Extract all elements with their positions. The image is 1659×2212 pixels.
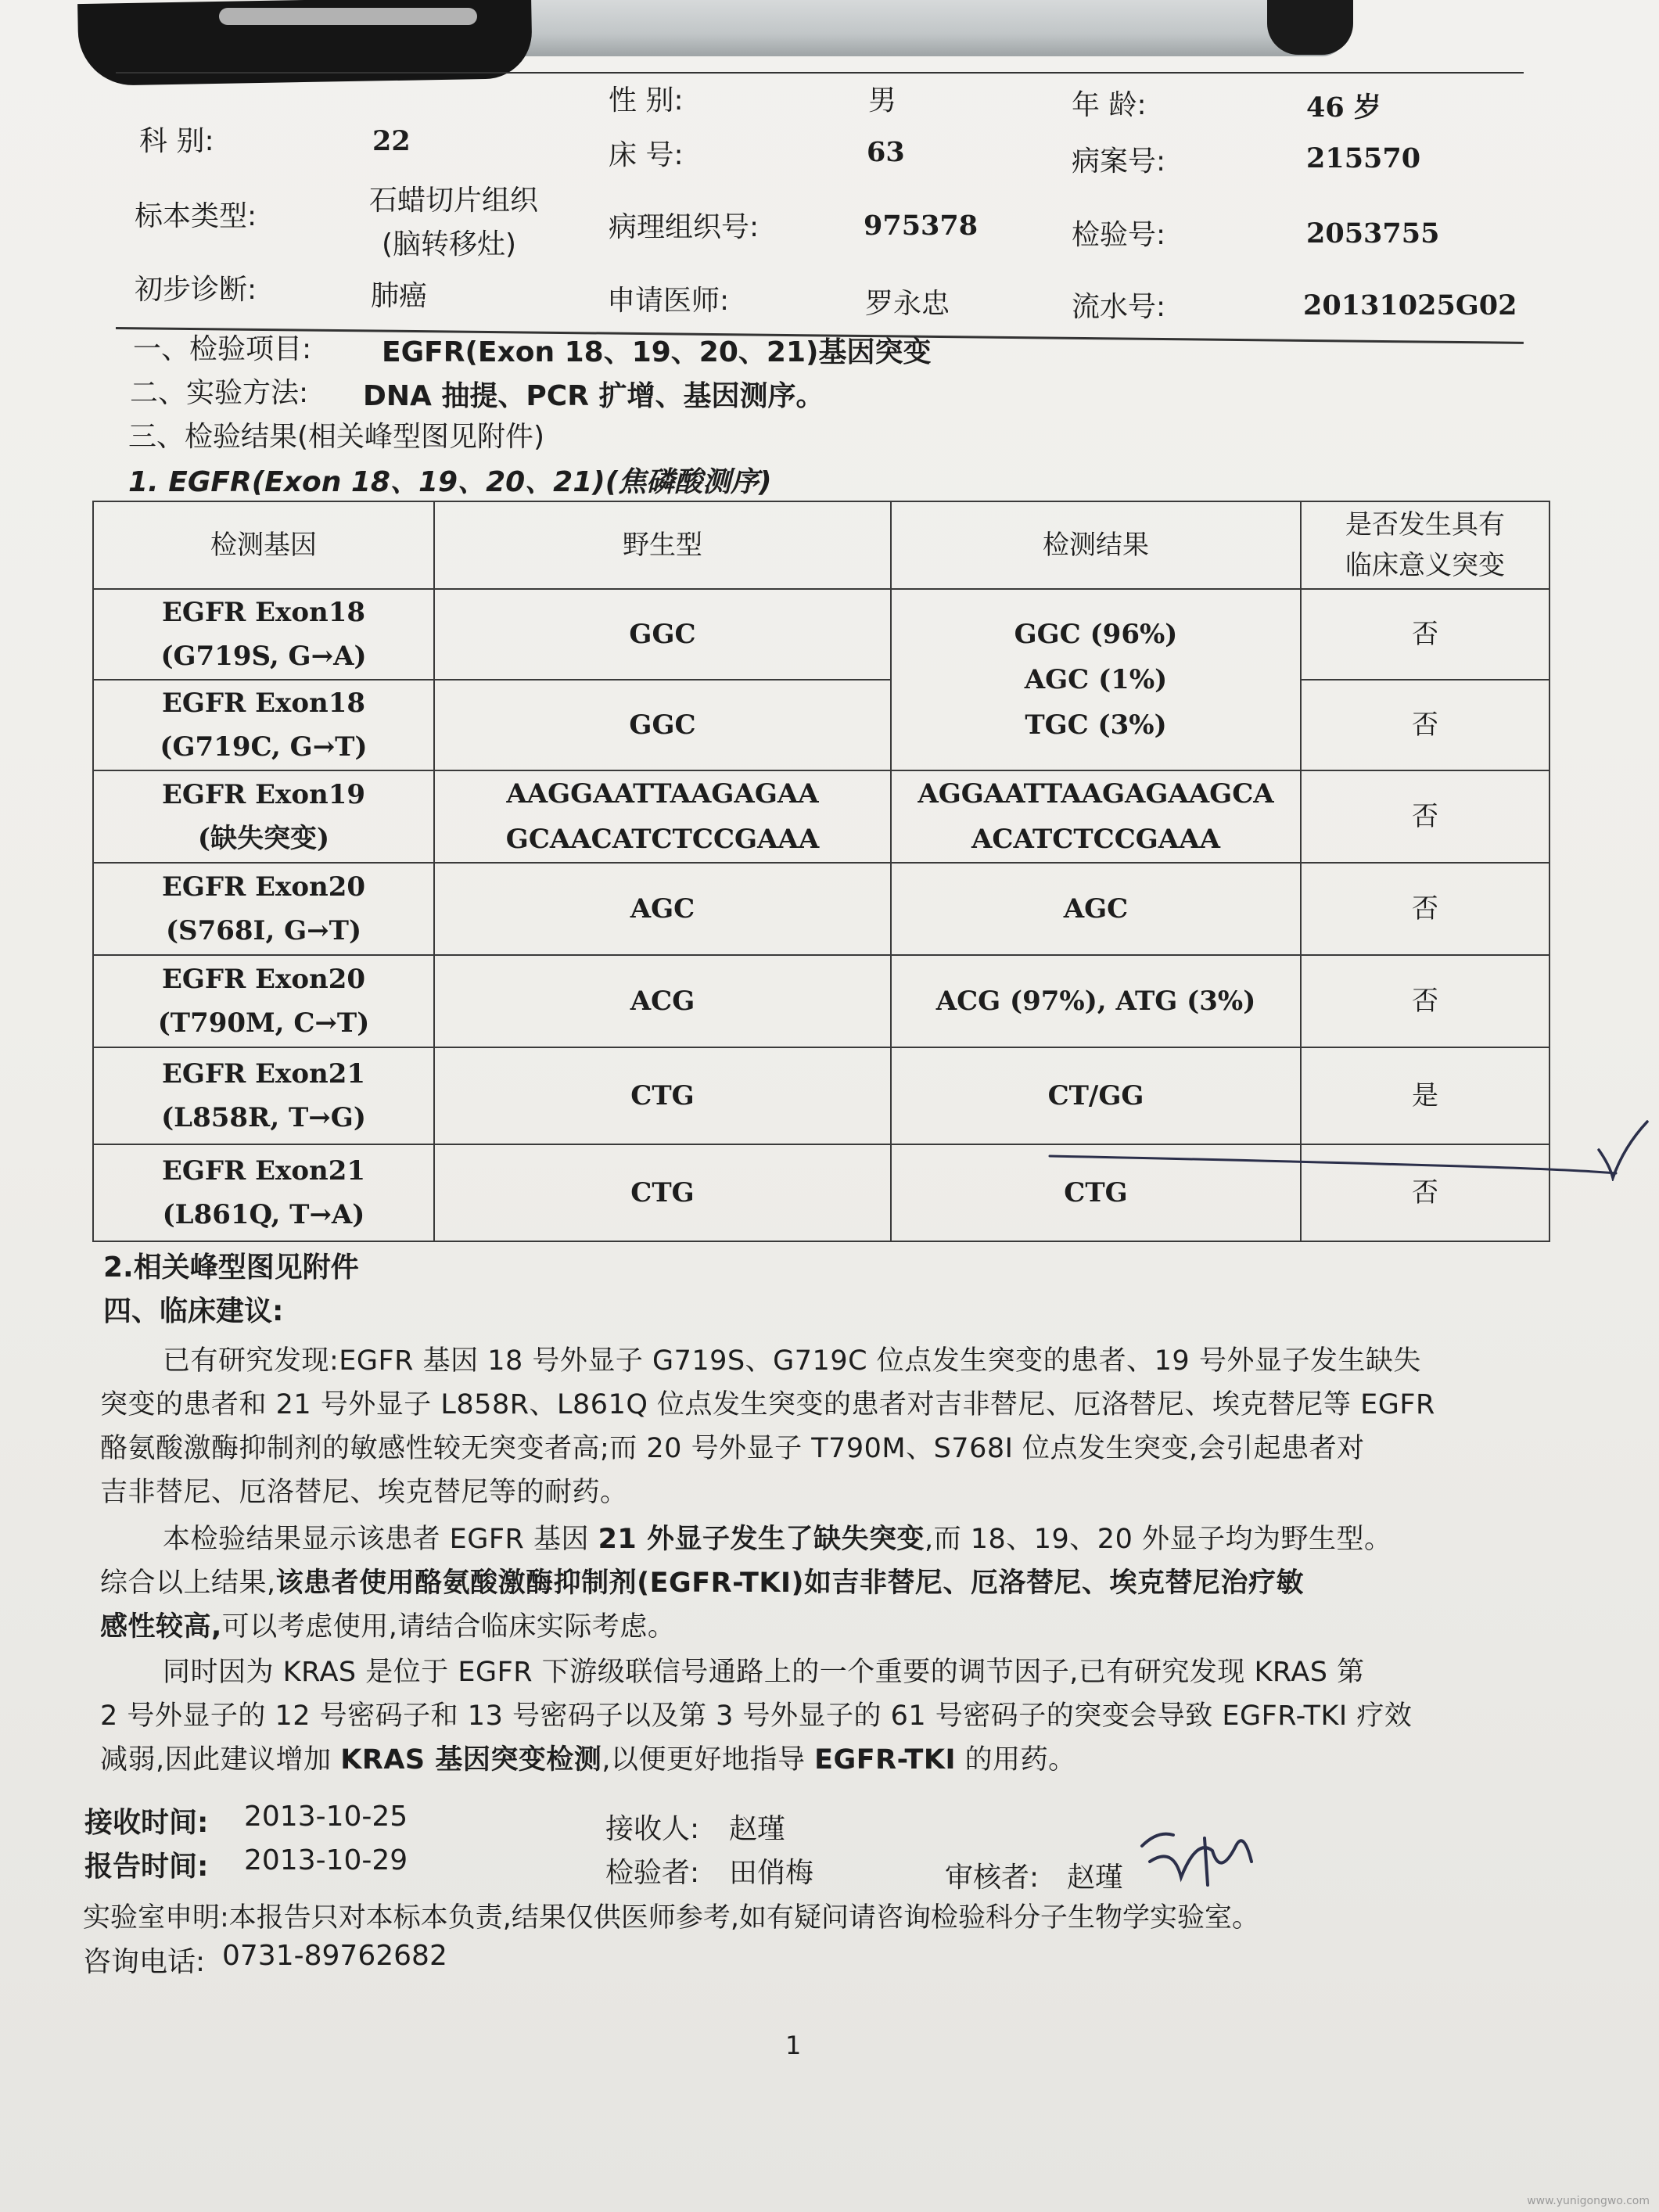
col-header-clinical-line1: 是否发生具有 [1345, 509, 1505, 540]
phone-label: 咨询电话: [83, 1946, 206, 1978]
mutation-results-table [92, 501, 1550, 1242]
handwritten-signature [1126, 1815, 1267, 1901]
sex-label: 性 别: [609, 84, 684, 117]
table-row [93, 770, 1549, 863]
pen-clip [219, 8, 477, 25]
paragraph-line: 本检验结果显示该患者 EGFR 基因 21 外显子发生了缺失突变,而 18、19、20 外显子均为野生型。 [163, 1524, 1392, 1555]
bed-value: 63 [867, 136, 905, 168]
diagnosis-label: 初步诊断: [135, 274, 257, 306]
test-id-value: 2053755 [1306, 217, 1440, 250]
gene-cell: EGFR Exon18 (G719C, G→T) [93, 680, 434, 770]
pen-tube [469, 0, 1345, 56]
section-1-value: EGFR(Exon 18、19、20、21)基因突变 [382, 336, 932, 368]
bed-label: 床 号: [609, 139, 684, 171]
gene-cell: EGFR Exon20 (T790M, C→T) [93, 955, 434, 1047]
pathology-id-label: 病理组织号: [609, 211, 759, 243]
wild-type-cell: ACG [434, 955, 891, 1047]
table-row [93, 863, 1549, 955]
paragraph-line: 2 号外显子的 12 号密码子和 13 号密码子以及第 3 号外显子的 61 号密码子的突变会导致 EGFR-TKI 疗效 [100, 1700, 1413, 1732]
reviewer-value: 赵瑾 [1067, 1862, 1124, 1894]
age-label: 年 龄: [1072, 89, 1147, 121]
table-row [93, 955, 1549, 1047]
gene-cell: EGFR Exon19 (缺失突变) [93, 770, 434, 863]
clinical-flag-cell: 是 [1301, 1047, 1549, 1144]
sub-heading-2: 2.相关峰型图见附件 [103, 1251, 359, 1284]
dept-value: 22 [372, 125, 411, 157]
section-3-title: 三、检验结果(相关峰型图见附件) [128, 421, 545, 453]
report-time-label: 报告时间: [84, 1851, 209, 1883]
result-cell: CTG [891, 1144, 1301, 1241]
clinical-flag-cell: 否 [1301, 770, 1549, 863]
clinical-advice-paragraph-2 [100, 1517, 1508, 1649]
section-2-label: 二、实验方法: [130, 377, 309, 409]
top-rule [116, 72, 1524, 74]
paragraph-line: 同时因为 KRAS 是位于 EGFR 下游级联信号通路上的一个重要的调节因子,已有研究发现 KRAS 第 [163, 1657, 1365, 1688]
merged-result-cell: GGC (96%) AGC (1%) TGC (3%) [891, 589, 1301, 770]
gene-cell: EGFR Exon18 (G719S, G→A) [93, 589, 434, 680]
table-header-row [93, 501, 1549, 589]
table-row [93, 1047, 1549, 1144]
col-header-clinical-line2: 临床意义突变 [1345, 550, 1505, 581]
case-label: 病案号: [1072, 145, 1166, 178]
pen-cap [1267, 0, 1353, 55]
clinical-flag-cell: 否 [1301, 955, 1549, 1047]
result-cell: CT/GG [891, 1047, 1301, 1144]
receiver-value: 赵瑾 [729, 1813, 786, 1845]
wild-type-cell: CTG [434, 1047, 891, 1144]
wild-type-cell: GGC [434, 680, 891, 770]
reviewer-label: 审核者: [945, 1862, 1040, 1894]
age-value: 46 岁 [1306, 92, 1381, 124]
table-row [93, 589, 1549, 680]
wild-type-cell: AGC [434, 863, 891, 955]
specimen-type-value-1: 石蜡切片组织 [369, 185, 539, 217]
section-4-title: 四、临床建议: [103, 1295, 284, 1327]
paragraph-line: 吉非替尼、厄洛替尼、埃克替尼等的耐药。 [100, 1477, 628, 1508]
section-2-value: DNA 抽提、PCR 扩增、基因测序。 [363, 380, 824, 412]
specimen-type-label: 标本类型: [135, 200, 257, 232]
clinical-flag-cell: 否 [1301, 863, 1549, 955]
dept-label: 科 别: [139, 125, 214, 157]
phone-value: 0731-89762682 [222, 1940, 447, 1972]
clinical-flag-cell: 否 [1301, 1144, 1549, 1241]
page-number: 1 [785, 2031, 802, 2060]
sex-value: 男 [868, 84, 897, 117]
receiver-label: 接收人: [605, 1813, 700, 1845]
col-header-clinical [1301, 501, 1549, 589]
col-header-gene: 检测基因 [93, 501, 434, 589]
case-value: 215570 [1306, 142, 1421, 174]
gene-cell: EGFR Exon21 (L861Q, T→A) [93, 1144, 434, 1241]
result-cell: AGC [891, 863, 1301, 955]
serial-value: 20131025G02 [1303, 289, 1517, 321]
paragraph-line: 减弱,因此建议增加 KRAS 基因突变检测,以便更好地指导 EGFR-TKI 的用药。 [100, 1744, 1076, 1776]
wild-type-cell: AAGGAATTAAGAGAA GCAACATCTCCGAAA [434, 770, 891, 863]
gene-cell: EGFR Exon21 (L858R, T→G) [93, 1047, 434, 1144]
paragraph-line: 已有研究发现:EGFR 基因 18 号外显子 G719S、G719C 位点发生突变的患者、19 号外显子发生缺失 [163, 1345, 1421, 1377]
col-header-result: 检测结果 [891, 501, 1301, 589]
gene-cell: EGFR Exon20 (S768I, G→T) [93, 863, 434, 955]
result-cell: ACG (97%), ATG (3%) [891, 955, 1301, 1047]
clinical-flag-cell: 否 [1301, 589, 1549, 680]
report-time-value: 2013-10-29 [244, 1844, 408, 1876]
clinical-advice-paragraph-3 [100, 1650, 1508, 1782]
test-id-label: 检验号: [1072, 219, 1166, 251]
col-header-wild-type: 野生型 [434, 501, 891, 589]
site-watermark: www.yunigongwo.com [1527, 2195, 1650, 2207]
doctor-label: 申请医师: [607, 285, 730, 317]
paragraph-line: 综合以上结果,该患者使用酪氨酸激酶抑制剂(EGFR-TKI)如吉非替尼、厄洛替尼、埃克替尼治疗敏 [100, 1567, 1305, 1599]
wild-type-cell: GGC [434, 589, 891, 680]
paragraph-line: 酪氨酸激酶抑制剂的敏感性较无突变者高;而 20 号外显子 T790M、S768I 位点发生突变,会引起患者对 [100, 1433, 1365, 1464]
lab-statement: 实验室申明:本报告只对本标本负责,结果仅供医师参考,如有疑问请咨询检验科分子生物学实验室。 [83, 1902, 1260, 1934]
doctor-value: 罗永忠 [865, 288, 950, 320]
paragraph-line: 突变的患者和 21 号外显子 L858R、L861Q 位点发生突变的患者对吉非替尼、厄洛替尼、埃克替尼等 EGFR [100, 1389, 1435, 1420]
wild-type-cell: CTG [434, 1144, 891, 1241]
result-cell: AGGAATTAAGAGAAGCA ACATCTCCGAAA [891, 770, 1301, 863]
specimen-type-value-2: (脑转移灶) [382, 228, 517, 260]
clinical-advice-paragraph-1 [100, 1339, 1508, 1514]
receive-time-label: 接收时间: [84, 1807, 209, 1839]
tester-label: 检验者: [605, 1857, 700, 1889]
sub-heading-1: 1. EGFR(Exon 18、19、20、21)(焦磷酸测序) [128, 466, 772, 498]
pathology-id-value: 975378 [864, 210, 979, 242]
serial-label: 流水号: [1072, 291, 1166, 323]
section-1-label: 一、检验项目: [133, 333, 312, 365]
receive-time-value: 2013-10-25 [244, 1801, 408, 1833]
clinical-flag-cell: 否 [1301, 680, 1549, 770]
table-row [93, 680, 1549, 770]
diagnosis-value: 肺癌 [371, 280, 428, 312]
tester-value: 田俏梅 [729, 1857, 814, 1889]
paragraph-line: 感性较高,可以考虑使用,请结合临床实际考虑。 [100, 1611, 676, 1643]
handwritten-underline [1048, 1150, 1619, 1181]
